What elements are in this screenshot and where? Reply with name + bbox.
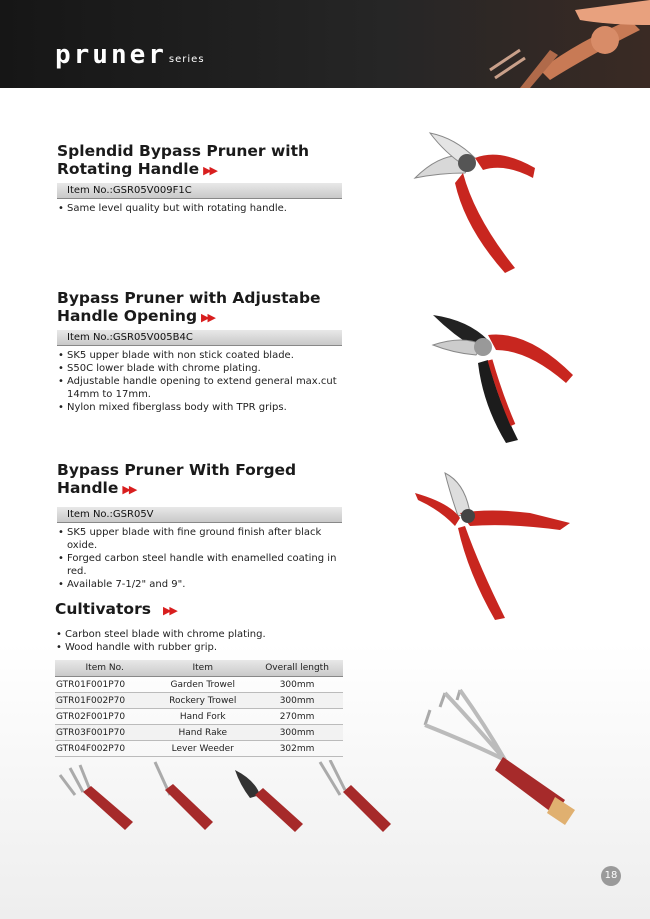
arrow-icon: ▶▶ — [201, 311, 214, 324]
page-header — [0, 0, 650, 88]
table-row: GTR04F002P70 Lever Weeder 302mm — [55, 741, 343, 757]
table-row: GTR01F001P70 Garden Trowel 300mm — [55, 677, 343, 693]
feature-list — [57, 349, 347, 414]
feature-list — [55, 628, 345, 654]
feature-item: • Carbon steel blade with chrome plating. — [55, 628, 345, 641]
cultivators-section — [55, 600, 345, 654]
table-row: GTR01F002P70 Rockery Trowel 300mm — [55, 693, 343, 709]
hand-fork-image — [60, 765, 133, 830]
product-section-3 — [57, 461, 347, 591]
product-title: Bypass Pruner with Adjustabe Handle Opening ▶▶ — [57, 289, 321, 325]
table-row: GTR03F001P70 Hand Rake 300mm — [55, 725, 343, 741]
garden-trowel-image — [155, 762, 213, 830]
column-header: Overall length — [251, 660, 343, 677]
cultivators-title: Cultivators ▶▶ — [55, 600, 176, 618]
hand-rake-image — [415, 685, 585, 830]
item-number: Item No.:GSR05V — [57, 507, 342, 523]
feature-list — [57, 202, 347, 215]
brand-suffix: series — [168, 54, 205, 65]
cultivator-tools-image — [55, 760, 415, 845]
feature-item: • SK5 upper blade with non stick coated blade. — [57, 349, 347, 362]
lever-weeder-image — [320, 760, 391, 832]
brand-logo — [55, 40, 205, 70]
feature-item: • S50C lower blade with chrome plating. — [57, 362, 347, 375]
column-header: Item — [154, 660, 251, 677]
feature-item: • Adjustable handle opening to extend general max.cut 14mm to 17mm. — [57, 375, 347, 401]
arrow-icon: ▶▶ — [203, 164, 217, 177]
product-title: Splendid Bypass Pruner with Rotating Handle ▶▶ — [57, 142, 310, 178]
rotating-pruner-image — [405, 128, 540, 278]
feature-item: • Wood handle with rubber grip. — [55, 641, 345, 654]
table-row: GTR02F001P70 Hand Fork 270mm — [55, 709, 343, 725]
adjustable-pruner-image — [428, 305, 578, 445]
product-title: Bypass Pruner With Forged Handle ▶▶ — [57, 461, 297, 497]
pruner-header-image — [480, 0, 650, 88]
page-number: 18 — [601, 866, 621, 886]
forged-pruner-image — [410, 468, 585, 623]
feature-item: • Forged carbon steel handle with enamelled coating in red. — [57, 552, 347, 578]
cultivators-table — [55, 660, 343, 757]
feature-item: • SK5 upper blade with fine ground finish after black oxide. — [57, 526, 347, 552]
feature-item: • Available 7-1/2" and 9". — [57, 578, 347, 591]
feature-item: • Nylon mixed fiberglass body with TPR grips. — [57, 401, 347, 414]
item-number: Item No.:GSR05V009F1C — [57, 183, 342, 199]
product-section-1 — [57, 142, 347, 215]
rockery-trowel-image — [235, 770, 303, 832]
item-number: Item No.:GSR05V005B4C — [57, 330, 342, 346]
feature-item: • Same level quality but with rotating handle. — [57, 202, 347, 215]
arrow-icon: ▶▶ — [122, 483, 136, 496]
column-header: Item No. — [55, 660, 154, 677]
feature-list — [57, 526, 347, 591]
product-section-2 — [57, 289, 347, 414]
arrow-icon: ▶▶ — [162, 604, 176, 617]
brand-name: pruner — [55, 40, 167, 70]
